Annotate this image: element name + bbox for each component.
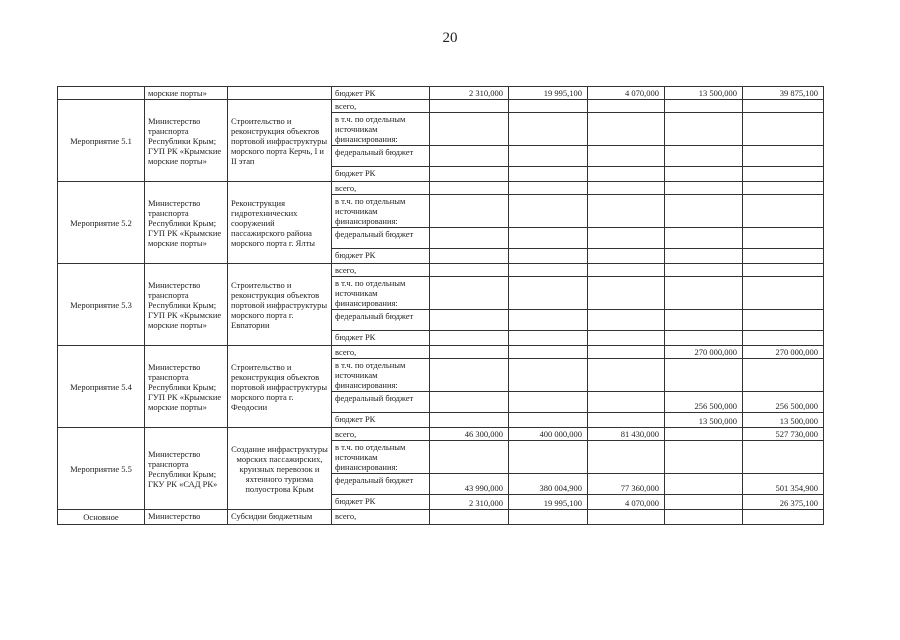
value-cell: [430, 182, 509, 195]
executor-cell: морские порты»: [145, 87, 228, 100]
value-cell: [588, 100, 665, 113]
value-cell: [743, 167, 824, 182]
description-text: Создание инфраструктуры морских пассажирских, круизных перевозок и яхтенного туризма полуострова Крым: [231, 443, 328, 494]
event-cell: Мероприятие 5.3: [58, 264, 145, 346]
value-cell: 256 500,000: [665, 392, 743, 413]
source-cell: всего,: [332, 510, 430, 525]
source-cell: бюджет РК: [332, 87, 430, 100]
value-cell: [588, 331, 665, 346]
value-cell: [665, 495, 743, 510]
description-cell: [228, 87, 332, 100]
value-cell: [588, 510, 665, 525]
value-cell: [588, 195, 665, 228]
value-cell: [588, 277, 665, 310]
value-cell: 26 375,100: [743, 495, 824, 510]
description-text: Строительство и реконструкция объектов портовой инфраструктуры морского порта Керчь, I и II этап: [231, 115, 328, 166]
source-cell: всего,: [332, 264, 430, 277]
description-cell: Субсидии бюджетным: [228, 510, 332, 525]
description-cell: [228, 428, 332, 510]
value-cell: 81 430,000: [588, 428, 665, 441]
value-cell: 46 300,000: [430, 428, 509, 441]
value-cell: [588, 146, 665, 167]
value-cell: [665, 249, 743, 264]
value-cell: [509, 195, 588, 228]
value-cell: [743, 113, 824, 146]
page-number: 20: [442, 30, 458, 46]
description-cell: [228, 346, 332, 428]
value-cell: 43 990,000: [430, 474, 509, 495]
value-cell: [509, 100, 588, 113]
value-cell: [430, 346, 509, 359]
executor-cell: Министерство транспорта Республики Крым; ГУП РК «Крымские морские порты»: [145, 264, 228, 346]
value-cell: [588, 113, 665, 146]
value-cell: [743, 249, 824, 264]
value-cell: 2 310,000: [430, 495, 509, 510]
value-cell: [665, 331, 743, 346]
source-cell: в т.ч. по отдельным источникам финансирования:: [332, 359, 430, 392]
value-cell: [588, 182, 665, 195]
source-cell: всего,: [332, 100, 430, 113]
executor-cell: Министерство транспорта Республики Крым; ГКУ РК «САД РК»: [145, 428, 228, 510]
value-cell: [588, 228, 665, 249]
value-cell: 19 995,100: [509, 87, 588, 100]
value-cell: [743, 228, 824, 249]
value-cell: [430, 100, 509, 113]
source-cell: федеральный бюджет: [332, 474, 430, 495]
value-cell: [588, 264, 665, 277]
value-cell: [665, 264, 743, 277]
source-cell: всего,: [332, 428, 430, 441]
value-cell: [743, 195, 824, 228]
value-cell: 527 730,000: [743, 428, 824, 441]
event-cell: Мероприятие 5.1: [58, 100, 145, 182]
source-cell: бюджет РК: [332, 413, 430, 428]
value-cell: [588, 249, 665, 264]
value-cell: [430, 249, 509, 264]
value-cell: [509, 359, 588, 392]
value-cell: 270 000,000: [665, 346, 743, 359]
value-cell: [665, 100, 743, 113]
value-cell: [743, 331, 824, 346]
value-cell: 13 500,000: [665, 87, 743, 100]
source-cell: всего,: [332, 182, 430, 195]
value-cell: 2 310,000: [430, 87, 509, 100]
value-cell: [509, 264, 588, 277]
event-cell: [58, 87, 145, 100]
value-cell: [588, 167, 665, 182]
value-cell: 4 070,000: [588, 87, 665, 100]
value-cell: [430, 392, 509, 413]
source-cell: бюджет РК: [332, 495, 430, 510]
source-cell: в т.ч. по отдельным источникам финансирования:: [332, 195, 430, 228]
value-cell: [665, 428, 743, 441]
value-cell: [665, 359, 743, 392]
value-cell: [430, 441, 509, 474]
value-cell: 400 000,000: [509, 428, 588, 441]
value-cell: [430, 510, 509, 525]
value-cell: [509, 182, 588, 195]
value-cell: [743, 146, 824, 167]
value-cell: 256 500,000: [743, 392, 824, 413]
event-cell: Мероприятие 5.2: [58, 182, 145, 264]
value-cell: [665, 441, 743, 474]
value-cell: [430, 113, 509, 146]
table-row: [58, 87, 824, 100]
value-cell: [509, 331, 588, 346]
description-text: Реконструкция гидротехнических сооружений пассажирского района морского порта г. Ялты: [231, 197, 316, 248]
value-cell: [665, 310, 743, 331]
value-cell: [665, 167, 743, 182]
value-cell: [743, 277, 824, 310]
value-cell: [743, 100, 824, 113]
value-cell: [588, 346, 665, 359]
source-cell: бюджет РК: [332, 331, 430, 346]
value-cell: [743, 310, 824, 331]
budget-table: [57, 86, 824, 525]
executor-cell: Министерство: [145, 510, 228, 525]
value-cell: 39 875,100: [743, 87, 824, 100]
event-cell: Мероприятие 5.4: [58, 346, 145, 428]
value-cell: [509, 310, 588, 331]
source-cell: в т.ч. по отдельным источникам финансирования:: [332, 277, 430, 310]
value-cell: [665, 195, 743, 228]
value-cell: [665, 474, 743, 495]
value-cell: [743, 182, 824, 195]
value-cell: 501 354,900: [743, 474, 824, 495]
source-cell: федеральный бюджет: [332, 228, 430, 249]
value-cell: [509, 510, 588, 525]
table-row: [58, 510, 824, 525]
value-cell: [588, 413, 665, 428]
source-cell: федеральный бюджет: [332, 392, 430, 413]
value-cell: [665, 113, 743, 146]
value-cell: [665, 146, 743, 167]
value-cell: [509, 146, 588, 167]
source-cell: в т.ч. по отдельным источникам финансирования:: [332, 441, 430, 474]
source-cell: бюджет РК: [332, 167, 430, 182]
value-cell: [588, 392, 665, 413]
table-row: [58, 182, 824, 195]
description-text: Строительство и реконструкция объектов портовой инфраструктуры морского порта г. Феодосии: [231, 361, 328, 412]
value-cell: 19 995,100: [509, 495, 588, 510]
value-cell: [430, 195, 509, 228]
value-cell: [509, 277, 588, 310]
table-row: [58, 100, 824, 113]
value-cell: [743, 441, 824, 474]
value-cell: [588, 359, 665, 392]
value-cell: [509, 228, 588, 249]
value-cell: [509, 346, 588, 359]
value-cell: [430, 277, 509, 310]
executor-cell: Министерство транспорта Республики Крым; ГУП РК «Крымские морские порты»: [145, 182, 228, 264]
value-cell: [743, 264, 824, 277]
value-cell: [509, 113, 588, 146]
value-cell: [665, 228, 743, 249]
value-cell: [665, 277, 743, 310]
executor-cell: Министерство транспорта Республики Крым; ГУП РК «Крымские морские порты»: [145, 346, 228, 428]
value-cell: [588, 310, 665, 331]
event-cell: Мероприятие 5.5: [58, 428, 145, 510]
table-row: [58, 264, 824, 277]
value-cell: [430, 331, 509, 346]
value-cell: [430, 359, 509, 392]
source-cell: федеральный бюджет: [332, 146, 430, 167]
value-cell: [743, 359, 824, 392]
value-cell: [430, 413, 509, 428]
value-cell: 13 500,000: [743, 413, 824, 428]
value-cell: 4 070,000: [588, 495, 665, 510]
table-row: [58, 428, 824, 441]
source-cell: бюджет РК: [332, 249, 430, 264]
description-text: Строительство и реконструкция объектов портовой инфраструктуры морского порта г. Евпатории: [231, 279, 328, 330]
description-cell: [228, 264, 332, 346]
value-cell: 77 360,000: [588, 474, 665, 495]
table-row: [58, 346, 824, 359]
value-cell: [743, 510, 824, 525]
description-cell: [228, 182, 332, 264]
source-cell: в т.ч. по отдельным источникам финансирования:: [332, 113, 430, 146]
value-cell: [588, 441, 665, 474]
value-cell: 380 004,900: [509, 474, 588, 495]
value-cell: [665, 182, 743, 195]
value-cell: [509, 441, 588, 474]
value-cell: [509, 167, 588, 182]
value-cell: [430, 264, 509, 277]
value-cell: 13 500,000: [665, 413, 743, 428]
value-cell: [509, 413, 588, 428]
value-cell: [430, 167, 509, 182]
value-cell: [430, 146, 509, 167]
source-cell: всего,: [332, 346, 430, 359]
value-cell: [430, 310, 509, 331]
value-cell: [665, 510, 743, 525]
executor-cell: Министерство транспорта Республики Крым; ГУП РК «Крымские морские порты»: [145, 100, 228, 182]
event-cell: Основное: [58, 510, 145, 525]
value-cell: [509, 392, 588, 413]
value-cell: [509, 249, 588, 264]
source-cell: федеральный бюджет: [332, 310, 430, 331]
value-cell: 270 000,000: [743, 346, 824, 359]
value-cell: [430, 228, 509, 249]
description-cell: [228, 100, 332, 182]
